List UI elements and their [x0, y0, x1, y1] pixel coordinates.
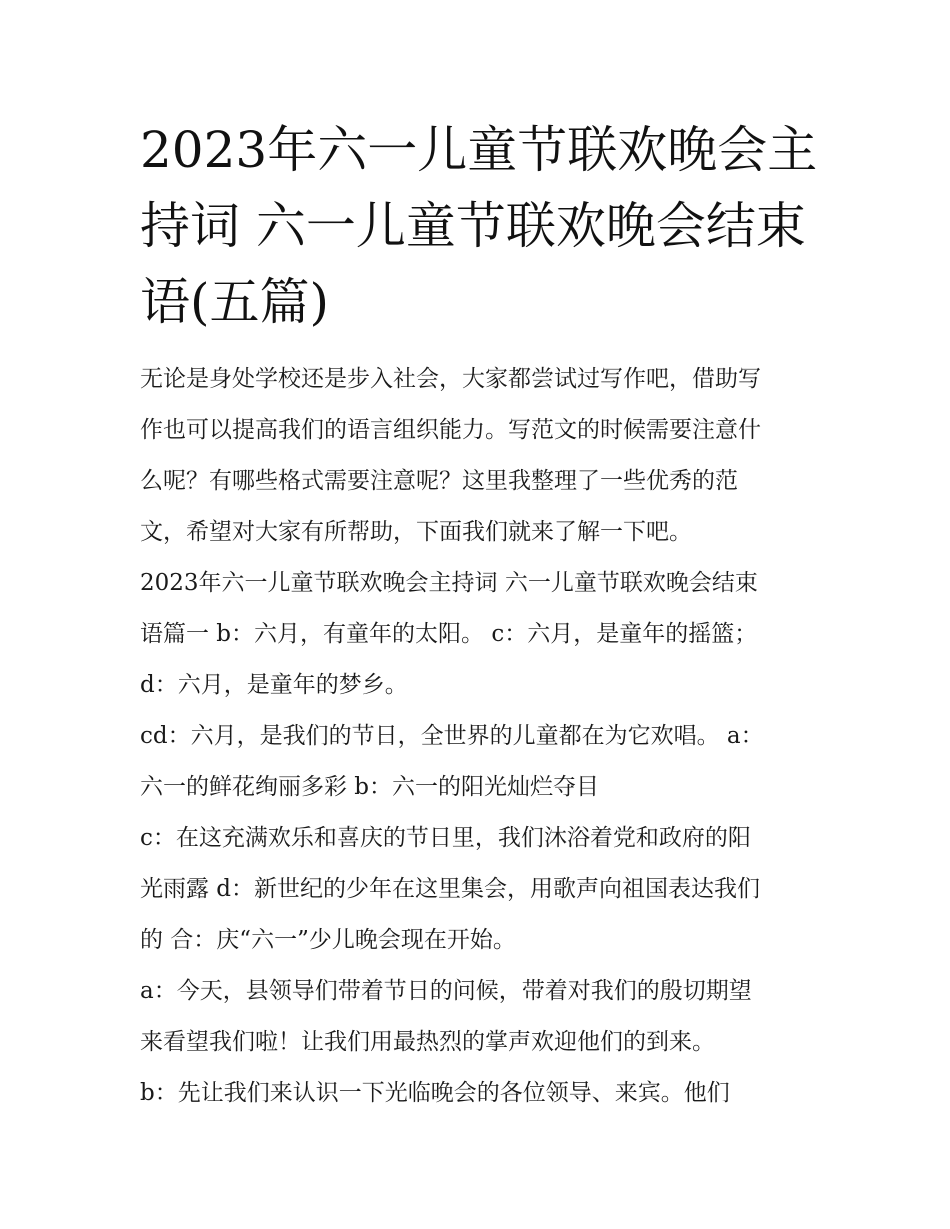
body-line: 作也可以提高我们的语言组织能力。写范文的时候需要注意什 — [140, 417, 761, 443]
body-line: 六一的鲜花绚丽多彩 b：六一的阳光灿烂夺目 — [140, 774, 600, 800]
title-line: 持词 六一儿童节联欢晚会结束 — [140, 197, 806, 255]
body-line: 的 合：庆“六一”少儿晚会现在开始。 — [140, 927, 516, 953]
title-line: 语(五篇) — [140, 273, 330, 331]
body-line: 光雨露 d：新世纪的少年在这里集会，用歌声向祖国表达我们 — [140, 876, 761, 902]
body-line: cd：六月，是我们的节日，全世界的儿童都在为它欢唱。 a： — [140, 723, 764, 749]
document-body — [140, 354, 830, 1119]
body-line: d：六月，是童年的梦乡。 — [140, 672, 408, 698]
document-title — [140, 112, 820, 340]
body-line: a：今天，县领导们带着节日的问候，带着对我们的殷切期望 — [140, 978, 752, 1004]
body-line: 文，希望对大家有所帮助，下面我们就来了解一下吧。 — [140, 519, 692, 545]
body-line: 来看望我们啦！让我们用最热烈的掌声欢迎他们的到来。 — [140, 1029, 715, 1055]
body-line: 2023年六一儿童节联欢晚会主持词 六一儿童节联欢晚会结束 — [140, 570, 758, 596]
body-line: c：在这充满欢乐和喜庆的节日里，我们沐浴着党和政府的阳 — [140, 825, 751, 851]
body-line: 语篇一 b：六月，有童年的太阳。 c：六月，是童年的摇篮； — [140, 621, 758, 647]
body-line: 无论是身处学校还是步入社会，大家都尝试过写作吧，借助写 — [140, 366, 761, 392]
title-line: 2023年六一儿童节联欢晚会主 — [140, 121, 818, 179]
body-line: 么呢？有哪些格式需要注意呢？这里我整理了一些优秀的范 — [140, 468, 738, 494]
body-line: b：先让我们来认识一下光临晚会的各位领导、来宾。他们 — [140, 1080, 730, 1106]
